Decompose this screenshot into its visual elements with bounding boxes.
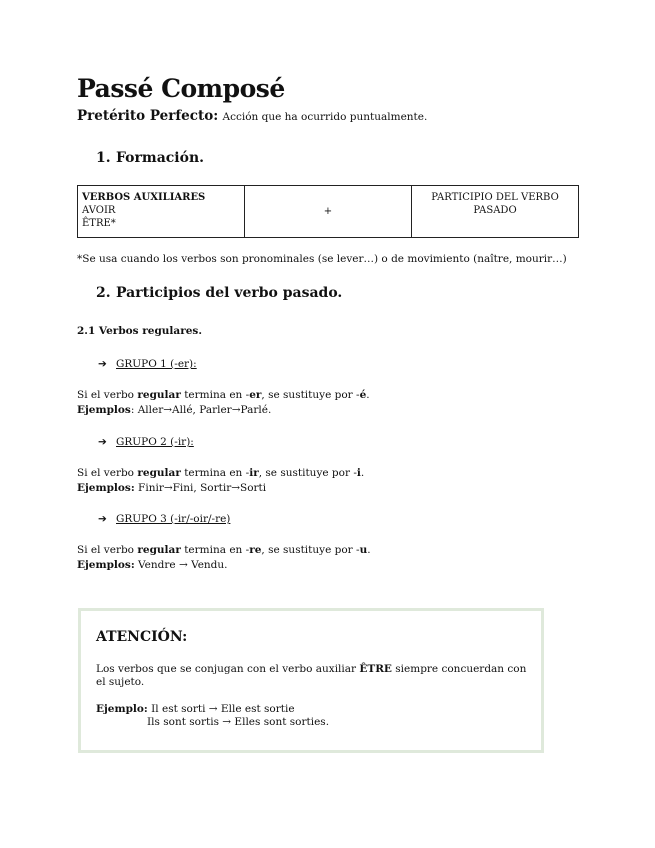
callout-text-part: Los verbos que se conjugan con el verbo auxiliar: [96, 663, 360, 675]
rule-text: termina en -: [180, 544, 250, 556]
rule-ending: re: [249, 544, 262, 556]
rule-text: , se sustituye por -: [261, 389, 360, 401]
callout-text: [96, 663, 536, 689]
group-3-label: GRUPO 3 (-ir/-oir/-re): [116, 513, 231, 525]
callout-example-line-1: Il est sorti → Elle est sortie: [147, 703, 295, 715]
example-label: Ejemplos:: [77, 482, 135, 494]
example-label: Ejemplos: [77, 404, 131, 416]
formation-table: [77, 185, 579, 238]
footnote: *Se usa cuando los verbos son pronominales (se lever…) o de movimiento (naître, mourir…): [77, 253, 567, 265]
participle-cell: [412, 186, 579, 238]
callout-heading: ATENCIÓN:: [96, 629, 188, 645]
section-2-number: 2.: [96, 285, 111, 301]
callout-example: [96, 703, 329, 729]
rule-text: termina en -: [180, 467, 250, 479]
subtitle-description: Acción que ha ocurrido puntualmente.: [222, 111, 428, 123]
example-label: Ejemplos:: [77, 559, 135, 571]
group-3-heading: [98, 513, 230, 525]
group-1-rule: [77, 388, 370, 418]
group-2-heading: [98, 436, 194, 448]
table-row: [78, 186, 579, 238]
group-1-label: GRUPO 1 (-er):: [116, 358, 197, 370]
rule-replacement: i: [356, 467, 361, 479]
callout-example-line-2: Ils sont sortis → Elles sont sorties.: [147, 716, 330, 728]
group-2-label: GRUPO 2 (-ir):: [116, 436, 194, 448]
rule-text: Si el verbo: [77, 544, 138, 556]
subtitle-label: Pretérito Perfecto:: [77, 108, 219, 124]
callout-example-label: Ejemplo:: [96, 703, 148, 715]
arrow-right-icon: ➔: [98, 436, 107, 448]
group-1-heading: [98, 358, 197, 370]
attention-callout: [78, 608, 544, 753]
section-1-number: 1.: [96, 150, 111, 166]
auxiliary-verbs-header: VERBOS AUXILIARES: [82, 192, 206, 203]
rule-text: Si el verbo: [77, 467, 138, 479]
callout-text-bold: ÊTRE: [359, 663, 392, 675]
participle-line-2: PASADO: [473, 205, 517, 216]
example-text: Vendre → Vendu.: [134, 559, 228, 571]
section-1-heading: [96, 150, 204, 166]
example-text: : Aller→Allé, Parler→Parlé.: [130, 404, 272, 416]
auxiliary-verbs-cell: [78, 186, 245, 238]
rule-replacement: é: [359, 389, 367, 401]
group-2-rule: [77, 466, 364, 496]
auxiliary-etre: ÊTRE*: [82, 218, 116, 229]
rule-bold: regular: [137, 389, 181, 401]
subsection-heading: 2.1 Verbos regulares.: [77, 325, 202, 337]
rule-text: Si el verbo: [77, 389, 138, 401]
rule-text: termina en -: [180, 389, 250, 401]
rule-text: .: [367, 544, 371, 556]
participle-line-1: PARTICIPIO DEL VERBO: [431, 192, 559, 203]
section-1-title: Formación.: [116, 150, 205, 166]
rule-bold: regular: [137, 544, 181, 556]
rule-text: , se sustituye por -: [261, 544, 360, 556]
section-2-title: Participios del verbo pasado.: [116, 285, 343, 301]
rule-ending: er: [249, 389, 262, 401]
example-text: Finir→Fini, Sortir→Sorti: [134, 482, 267, 494]
page-title: Passé Composé: [77, 74, 285, 103]
rule-replacement: u: [359, 544, 368, 556]
auxiliary-avoir: AVOIR: [82, 205, 116, 216]
plus-cell: +: [245, 186, 412, 238]
rule-bold: regular: [137, 467, 181, 479]
rule-text: .: [366, 389, 370, 401]
rule-text: , se sustituye por -: [258, 467, 357, 479]
callout-text-part: siempre concuerdan con el sujeto.: [96, 663, 527, 688]
arrow-right-icon: ➔: [98, 513, 107, 525]
section-2-heading: [96, 285, 342, 301]
subtitle: [77, 108, 427, 124]
arrow-right-icon: ➔: [98, 358, 107, 370]
rule-ending: ir: [249, 467, 259, 479]
group-3-rule: [77, 543, 371, 573]
rule-text: .: [360, 467, 365, 479]
